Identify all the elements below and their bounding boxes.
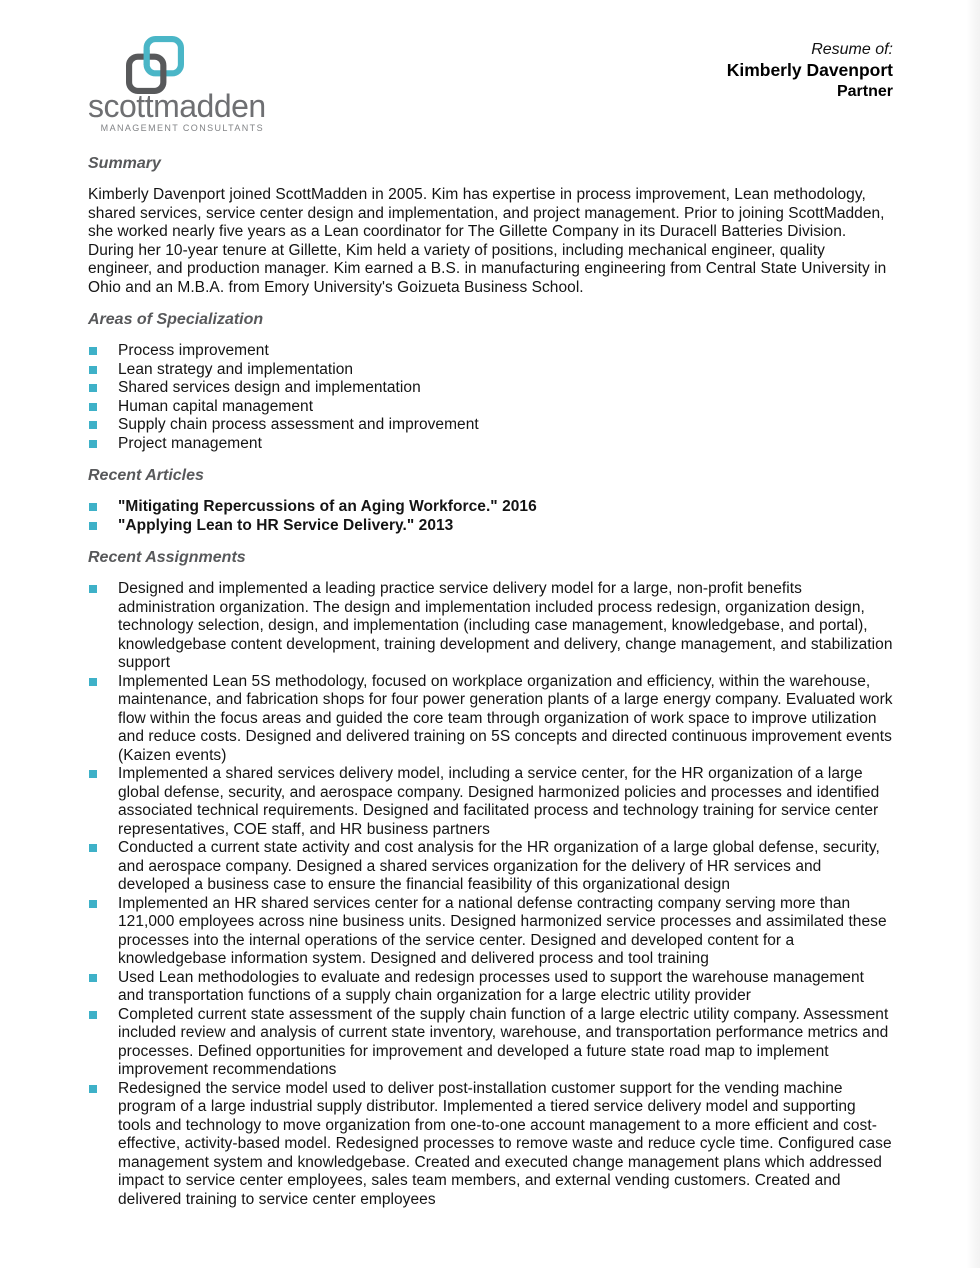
- bullet-square-icon: [89, 1011, 97, 1019]
- interlocked-squares-logo-icon: [126, 36, 184, 94]
- section-recent-articles: [88, 467, 893, 535]
- list-item-text: Project management: [118, 434, 262, 452]
- section-summary: [88, 155, 893, 297]
- bullet-square-icon: [89, 503, 97, 511]
- list-item: [88, 673, 893, 766]
- list-item-text: Supply chain process assessment and improvement: [118, 416, 479, 433]
- list-item-text: Human capital management: [118, 397, 314, 415]
- section-heading-articles: Recent Articles: [88, 467, 204, 484]
- articles-list: [88, 498, 893, 535]
- assignment-text: Designed and implemented a leading practice service delivery model for a large, non-profit benefits administration organization. The design and implementation included process redesign, organization design, technology selection, design, and implementation (including case management, knowledgebase, and portal), knowledgebase content development, training development and delivery, change management, and stabilization support: [118, 580, 893, 671]
- bullet-square-icon: [89, 347, 97, 355]
- list-item: [88, 361, 893, 380]
- list-item: [88, 765, 893, 839]
- logo-brand-text: scottmadden: [88, 88, 266, 124]
- assignment-text: Implemented Lean 5S methodology, focused on workplace organization and efficiency, within the warehouse, maintenance, and fabrication shops for four power generation plants of a large energy company. Evaluated work flow within the focus areas and guided the core team through organization of work space to improve utilization and reduce costs. Designed and delivered training on 5S concepts and directed continuous improvement events (Kaizen events): [118, 672, 893, 764]
- bullet-square-icon: [89, 421, 97, 429]
- list-item: [88, 398, 893, 417]
- logo-tagline: MANAGEMENT CONSULTANTS: [100, 123, 264, 133]
- bullet-square-icon: [89, 384, 97, 392]
- person-name: Kimberly Davenport: [726, 60, 893, 80]
- article-title: "Applying Lean to HR Service Delivery." 2013: [118, 516, 454, 534]
- section-areas-of-specialization: [88, 311, 893, 453]
- list-item-text: Process improvement: [118, 342, 269, 359]
- section-heading-assignments: Recent Assignments: [88, 549, 246, 566]
- bullet-square-icon: [89, 403, 97, 411]
- bullet-square-icon: [89, 366, 97, 374]
- bullet-square-icon: [89, 974, 97, 982]
- list-item-text: Shared services design and implementation: [118, 379, 421, 396]
- list-item: [88, 1080, 893, 1210]
- section-heading-specializations: Areas of Specialization: [88, 311, 264, 328]
- scottmadden-logo: [88, 36, 266, 133]
- list-item: [88, 895, 893, 969]
- list-item: [88, 969, 893, 1006]
- section-heading-summary: Summary: [88, 155, 161, 172]
- list-item: [88, 416, 893, 435]
- assignment-text: Implemented a shared services delivery model, including a service center, for the HR organization of a large global defense, security, and aerospace company. Designed harmonized policies and processes and identified associated technical requirements. Designed and facilitated process and technology training for service center representatives, COE staff, and HR business partners: [118, 765, 880, 838]
- resume-of-label: Resume of:: [811, 41, 893, 58]
- assignment-text: Completed current state assessment of the supply chain function of a large electric utility company. Assessment included review and analysis of current state inventory, warehouse, and transportation performance metrics and processes. Defined opportunities for improvement and developed a future state road map to implement improvement recommendations: [118, 1005, 889, 1078]
- article-title: "Mitigating Repercussions of an Aging Workforce." 2016: [118, 498, 537, 515]
- summary-paragraph: Kimberly Davenport joined ScottMadden in 2005. Kim has expertise in process improvement, Lean methodology, shared services, service center design and implementation, and project management. Prior to joining ScottMadden, she worked nearly five years as a Lean coordinator for The Gillette Company in its Duracell Batteries Division. During her 10-year tenure at Gillette, Kim held a variety of positions, including mechanical engineer, quality engineer, and production manager. Kim earned a B.S. in manufacturing engineering from Central State University in Ohio and an M.B.A. from Emory University's Goizueta Business School.: [88, 186, 887, 296]
- list-item: [88, 1006, 893, 1080]
- bullet-square-icon: [89, 522, 97, 530]
- bullet-square-icon: [89, 844, 97, 852]
- list-item-text: Lean strategy and implementation: [118, 360, 354, 378]
- assignment-text: Redesigned the service model used to deliver post-installation customer support for the vending machine program of a large industrial supply distributor. Implemented a tiered service delivery model and supporting tools and technology to move organization from one-to-one account management to a more efficient and cost-effective, activity-based model. Redesigned processes to remove waste and reduce cycle time. Configured case management system and knowledgebase. Created and executed change management plans which addressed impact to service center employees, sales team members, and external vending customers. Created and delivered training to service center employees: [118, 1079, 892, 1208]
- list-item: [88, 580, 893, 673]
- resume-header-block: [727, 36, 893, 102]
- assignments-list: [88, 580, 893, 1209]
- list-item: [88, 342, 893, 361]
- bullet-square-icon: [89, 585, 97, 593]
- list-item: [88, 517, 893, 536]
- assignment-text: Used Lean methodologies to evaluate and redesign processes used to support the warehouse management and transportation functions of a supply chain organization for a large electric utility provider: [118, 968, 864, 1004]
- list-item: [88, 379, 893, 398]
- bullet-square-icon: [89, 770, 97, 778]
- assignment-text: Implemented an HR shared services center for a national defense contracting company serving more than 121,000 employees across nine business units. Designed harmonized service processes and assimilated these processes into the internal operations of the service center. Designed and developed content for a knowledgebase information system. Designed and delivered process and tool training: [118, 894, 887, 967]
- section-recent-assignments: [88, 549, 893, 1209]
- bullet-square-icon: [89, 1085, 97, 1093]
- assignment-text: Conducted a current state activity and cost analysis for the HR organization of a large global defense, security, and aerospace company. Designed a shared services organization for the delivery of HR services and developed a business case to ensure the financial feasibility of this organizational design: [118, 839, 880, 893]
- list-item: [88, 498, 893, 517]
- header: [88, 36, 893, 133]
- list-item: [88, 839, 893, 895]
- bullet-square-icon: [89, 678, 97, 686]
- list-item: [88, 435, 893, 454]
- person-title: Partner: [836, 83, 893, 100]
- specializations-list: [88, 342, 893, 453]
- bullet-square-icon: [89, 900, 97, 908]
- bullet-square-icon: [89, 440, 97, 448]
